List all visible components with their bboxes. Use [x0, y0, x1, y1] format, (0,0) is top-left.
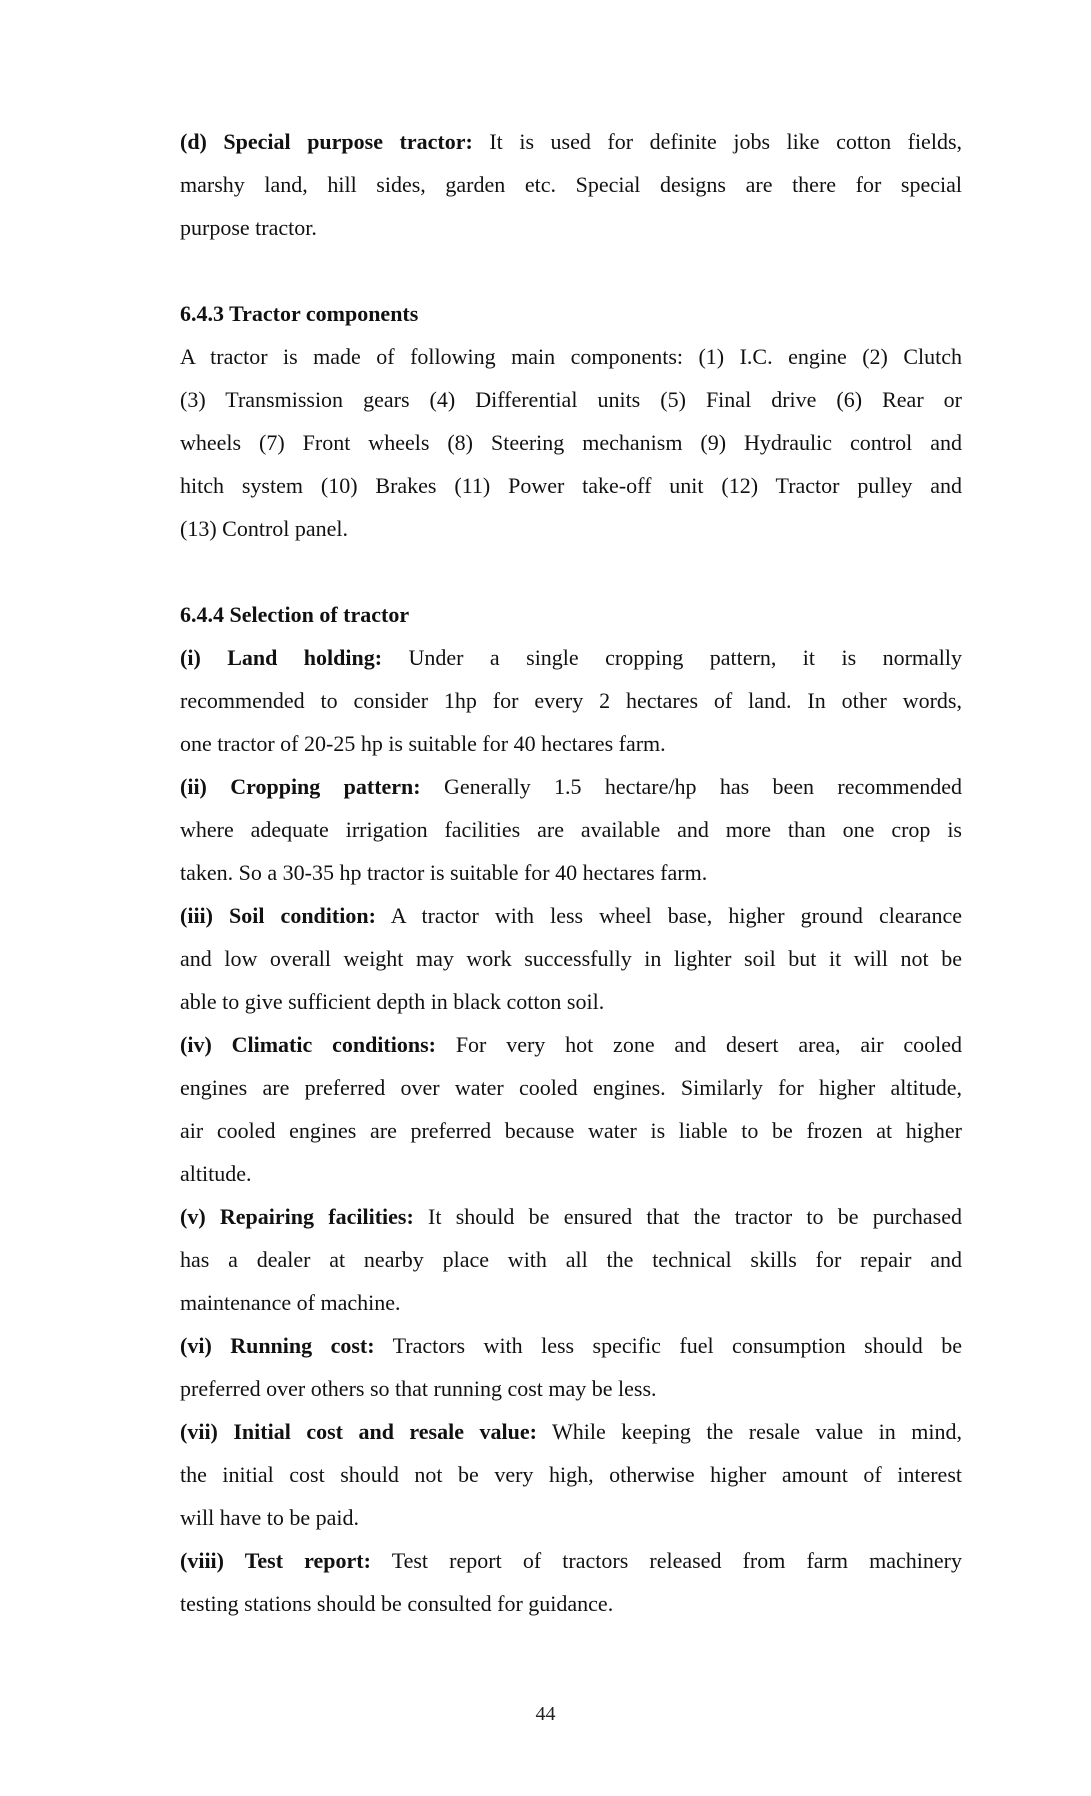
term-label: (viii) Test report:	[180, 1548, 371, 1573]
spacer	[180, 249, 962, 292]
text-line: engines are preferred over water cooled engines. Similarly for higher altitude,	[180, 1075, 962, 1100]
text-line: wheels (7) Front wheels (8) Steering mechanism (9) Hydraulic control and	[180, 430, 962, 455]
section-heading: 6.4.3 Tractor components	[180, 301, 419, 326]
term-label: (v) Repairing facilities:	[180, 1204, 414, 1229]
text-line: marshy land, hill sides, garden etc. Special designs are there for special	[180, 172, 962, 197]
term-label: (iii) Soil condition:	[180, 903, 376, 928]
page-body	[180, 120, 962, 1625]
section-selection-of-tractor	[180, 593, 962, 1625]
text-line: (vi) Running cost: Tractors with less specific fuel consumption should be	[180, 1333, 962, 1358]
section-heading: 6.4.4 Selection of tractor	[180, 602, 410, 627]
text-line: taken. So a 30-35 hp tractor is suitable for 40 hectares farm.	[180, 860, 708, 885]
item-soil-condition	[180, 894, 962, 1023]
text-line: hitch system (10) Brakes (11) Power take-off unit (12) Tractor pulley and	[180, 473, 962, 498]
text-line: able to give sufficient depth in black cotton soil.	[180, 989, 605, 1014]
text-line: (v) Repairing facilities: It should be ensured that the tractor to be purchased	[180, 1204, 962, 1229]
page-number: 44	[535, 1703, 556, 1725]
text-line: (i) Land holding: Under a single cropping pattern, it is normally	[180, 645, 963, 670]
text-line: will have to be paid.	[180, 1505, 360, 1530]
text-line: recommended to consider 1hp for every 2 hectares of land. In other words,	[180, 688, 962, 713]
text-line: (3) Transmission gears (4) Differential units (5) Final drive (6) Rear or	[180, 387, 962, 412]
text-line: altitude.	[180, 1161, 252, 1186]
text-line: (13) Control panel.	[180, 516, 349, 541]
term-label: (d) Special purpose tractor:	[180, 129, 473, 154]
text-line: (ii) Cropping pattern: Generally 1.5 hectare/hp has been recommended	[180, 774, 962, 799]
term-label: (ii) Cropping pattern:	[180, 774, 421, 799]
text-line: the initial cost should not be very high, otherwise higher amount of interest	[180, 1462, 962, 1487]
term-label: (iv) Climatic conditions:	[180, 1032, 436, 1057]
text-line: one tractor of 20-25 hp is suitable for 40 hectares farm.	[180, 731, 666, 756]
item-cropping-pattern	[180, 765, 962, 894]
item-land-holding	[180, 636, 962, 765]
item-running-cost	[180, 1324, 962, 1410]
text-line: (iv) Climatic conditions: For very hot zone and desert area, air cooled	[180, 1032, 962, 1057]
text-line: (vii) Initial cost and resale value: While keeping the resale value in mind,	[180, 1419, 962, 1444]
text-line: A tractor is made of following main components: (1) I.C. engine (2) Clutch	[180, 344, 962, 369]
section-tractor-components	[180, 292, 962, 550]
paragraph-special-purpose-tractor	[180, 120, 962, 249]
text-line: has a dealer at nearby place with all the technical skills for repair and	[180, 1247, 962, 1272]
item-initial-cost-resale-value	[180, 1410, 962, 1539]
text-line: and low overall weight may work successfully in lighter soil but it will not be	[180, 946, 962, 971]
term-label: (vii) Initial cost and resale value:	[180, 1419, 537, 1444]
text-line: (d) Special purpose tractor: It is used for definite jobs like cotton fields,	[180, 129, 963, 154]
item-test-report	[180, 1539, 962, 1625]
text-line: purpose tractor.	[180, 215, 317, 240]
text-line: maintenance of machine.	[180, 1290, 401, 1315]
text-line: (viii) Test report: Test report of tractors released from farm machinery	[180, 1548, 962, 1573]
item-climatic-conditions	[180, 1023, 962, 1195]
spacer	[180, 550, 962, 593]
term-label: (i) Land holding:	[180, 645, 383, 670]
term-label: (vi) Running cost:	[180, 1333, 375, 1358]
text-line: testing stations should be consulted for guidance.	[180, 1591, 614, 1616]
text-line: air cooled engines are preferred because water is liable to be frozen at higher	[180, 1118, 962, 1143]
text-line: preferred over others so that running cost may be less.	[180, 1376, 657, 1401]
item-repairing-facilities	[180, 1195, 962, 1324]
text-line: (iii) Soil condition: A tractor with less wheel base, higher ground clearance	[180, 903, 963, 928]
text-line: where adequate irrigation facilities are available and more than one crop is	[180, 817, 962, 842]
